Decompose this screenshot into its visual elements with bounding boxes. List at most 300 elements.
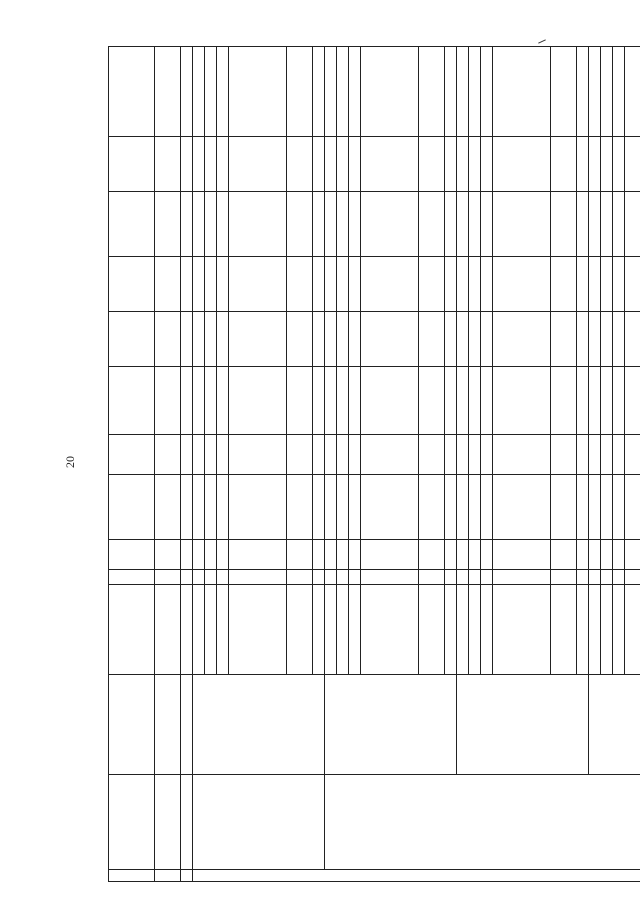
csr-cell xyxy=(349,435,361,475)
csr-cell xyxy=(313,435,325,475)
spacer-cell xyxy=(361,570,419,585)
rzpr-cell xyxy=(349,475,361,540)
grbs-cell xyxy=(313,540,325,570)
amount-cell xyxy=(229,192,287,257)
amount-cell xyxy=(613,367,625,435)
amount-cell xyxy=(109,192,155,257)
amount-cell xyxy=(181,137,193,192)
amount-cell xyxy=(551,47,577,137)
csr-cell xyxy=(493,435,551,475)
amount-cell xyxy=(349,47,361,137)
executor-cell xyxy=(325,675,457,775)
amount-cell xyxy=(337,367,349,435)
grbs-cell xyxy=(577,540,589,570)
source-cell xyxy=(481,585,493,675)
amount-cell xyxy=(457,312,469,367)
grbs-cell xyxy=(589,540,601,570)
source-cell xyxy=(287,585,313,675)
amount-cell xyxy=(589,192,601,257)
table-row xyxy=(589,47,601,882)
amount-cell xyxy=(337,192,349,257)
amount-cell xyxy=(181,312,193,367)
amount-cell xyxy=(193,257,205,312)
amount-cell xyxy=(313,137,325,192)
amount-cell xyxy=(457,367,469,435)
amount-cell xyxy=(287,192,313,257)
rzpr-cell xyxy=(577,475,589,540)
amount-cell xyxy=(445,312,457,367)
activity-name-cell xyxy=(193,775,325,870)
amount-cell xyxy=(193,312,205,367)
amount-cell xyxy=(349,257,361,312)
csr-cell xyxy=(577,435,589,475)
rzpr-cell xyxy=(493,475,551,540)
source-cell xyxy=(193,585,205,675)
source-cell xyxy=(361,585,419,675)
amount-cell xyxy=(577,47,589,137)
empty-cell xyxy=(181,870,193,882)
csr-cell xyxy=(325,435,337,475)
amount-cell xyxy=(193,137,205,192)
amount-cell xyxy=(601,47,613,137)
amount-cell xyxy=(337,137,349,192)
spacer-cell xyxy=(313,570,325,585)
amount-cell xyxy=(457,47,469,137)
rzpr-cell xyxy=(613,475,625,540)
amount-cell xyxy=(287,257,313,312)
csr-cell xyxy=(205,435,217,475)
grbs-cell xyxy=(361,540,419,570)
grbs-cell xyxy=(625,540,640,570)
amount-cell xyxy=(313,192,325,257)
amount-cell xyxy=(109,257,155,312)
amount-cell xyxy=(551,312,577,367)
rzpr-cell xyxy=(181,475,193,540)
amount-cell xyxy=(361,137,419,192)
amount-cell xyxy=(551,137,577,192)
amount-cell xyxy=(625,192,640,257)
amount-cell xyxy=(589,47,601,137)
amount-cell xyxy=(229,257,287,312)
rzpr-cell xyxy=(337,475,349,540)
budget-table-body xyxy=(109,47,640,882)
amount-cell xyxy=(205,312,217,367)
source-cell xyxy=(601,585,613,675)
amount-cell xyxy=(577,137,589,192)
amount-cell xyxy=(325,257,337,312)
amount-cell xyxy=(589,312,601,367)
source-cell xyxy=(457,585,469,675)
csr-cell xyxy=(601,435,613,475)
amount-cell xyxy=(193,47,205,137)
rotated-table-container xyxy=(108,87,586,882)
amount-cell xyxy=(419,367,445,435)
amount-cell xyxy=(109,47,155,137)
amount-cell xyxy=(469,137,481,192)
amount-cell xyxy=(337,257,349,312)
csr-cell xyxy=(193,435,205,475)
rzpr-cell xyxy=(325,475,337,540)
amount-cell xyxy=(551,192,577,257)
source-cell xyxy=(217,585,229,675)
amount-cell xyxy=(361,367,419,435)
amount-cell xyxy=(181,47,193,137)
table-row xyxy=(457,47,469,882)
amount-cell xyxy=(577,192,589,257)
executor-cell xyxy=(193,675,325,775)
grbs-cell xyxy=(445,540,457,570)
grbs-cell xyxy=(193,540,205,570)
amount-cell xyxy=(349,137,361,192)
amount-cell xyxy=(325,367,337,435)
spacer-cell xyxy=(589,570,601,585)
spacer-cell xyxy=(205,570,217,585)
amount-cell xyxy=(181,257,193,312)
csr-cell xyxy=(229,435,287,475)
spacer-cell xyxy=(181,570,193,585)
source-cell xyxy=(109,585,155,675)
rzpr-cell xyxy=(217,475,229,540)
csr-cell xyxy=(457,435,469,475)
amount-cell xyxy=(469,367,481,435)
grbs-cell xyxy=(287,540,313,570)
empty-cell xyxy=(181,775,193,870)
source-cell xyxy=(613,585,625,675)
amount-cell xyxy=(589,257,601,312)
amount-cell xyxy=(481,257,493,312)
amount-cell xyxy=(481,47,493,137)
grbs-cell xyxy=(613,540,625,570)
amount-cell xyxy=(577,367,589,435)
csr-cell xyxy=(625,435,640,475)
amount-cell xyxy=(217,257,229,312)
spacer-cell xyxy=(193,570,205,585)
amount-cell xyxy=(325,192,337,257)
amount-cell xyxy=(155,312,181,367)
amount-cell xyxy=(493,192,551,257)
amount-cell xyxy=(493,137,551,192)
rzpr-cell xyxy=(445,475,457,540)
amount-cell xyxy=(155,47,181,137)
rzpr-cell xyxy=(625,475,640,540)
amount-cell xyxy=(613,257,625,312)
amount-cell xyxy=(481,137,493,192)
amount-cell xyxy=(361,192,419,257)
amount-cell xyxy=(419,137,445,192)
amount-cell xyxy=(577,257,589,312)
amount-cell xyxy=(287,47,313,137)
amount-cell xyxy=(457,257,469,312)
grbs-cell xyxy=(109,540,155,570)
source-cell xyxy=(337,585,349,675)
source-cell xyxy=(419,585,445,675)
amount-cell xyxy=(445,257,457,312)
csr-cell xyxy=(419,435,445,475)
amount-cell xyxy=(445,47,457,137)
source-cell xyxy=(469,585,481,675)
spacer-cell xyxy=(349,570,361,585)
grbs-cell xyxy=(551,540,577,570)
amount-cell xyxy=(419,312,445,367)
amount-cell xyxy=(193,367,205,435)
empty-cell xyxy=(109,775,155,870)
spacer-cell xyxy=(325,570,337,585)
amount-cell xyxy=(349,192,361,257)
grbs-cell xyxy=(481,540,493,570)
amount-cell xyxy=(493,47,551,137)
csr-cell xyxy=(551,435,577,475)
grbs-cell xyxy=(337,540,349,570)
amount-cell xyxy=(181,192,193,257)
source-cell xyxy=(625,585,640,675)
spacer-cell xyxy=(445,570,457,585)
rzpr-cell xyxy=(419,475,445,540)
amount-cell xyxy=(205,367,217,435)
amount-cell xyxy=(193,192,205,257)
table-row xyxy=(109,47,155,882)
amount-cell xyxy=(625,257,640,312)
amount-cell xyxy=(217,137,229,192)
csr-cell xyxy=(613,435,625,475)
empty-cell xyxy=(155,775,181,870)
executor-cell xyxy=(589,675,640,775)
amount-cell xyxy=(469,312,481,367)
source-cell xyxy=(205,585,217,675)
csr-cell xyxy=(361,435,419,475)
amount-cell xyxy=(481,367,493,435)
spacer-cell xyxy=(551,570,577,585)
source-cell xyxy=(313,585,325,675)
grbs-cell xyxy=(469,540,481,570)
amount-cell xyxy=(313,257,325,312)
spacer-cell xyxy=(419,570,445,585)
amount-cell xyxy=(613,47,625,137)
spacer-cell xyxy=(155,570,181,585)
amount-cell xyxy=(481,192,493,257)
rzpr-cell xyxy=(469,475,481,540)
amount-cell xyxy=(361,312,419,367)
amount-cell xyxy=(349,312,361,367)
amount-cell xyxy=(229,137,287,192)
amount-cell xyxy=(217,367,229,435)
amount-cell xyxy=(205,47,217,137)
csr-cell xyxy=(181,435,193,475)
rzpr-cell xyxy=(229,475,287,540)
source-cell xyxy=(181,585,193,675)
amount-cell xyxy=(155,367,181,435)
amount-cell xyxy=(493,367,551,435)
amount-cell xyxy=(325,47,337,137)
rzpr-cell xyxy=(287,475,313,540)
amount-cell xyxy=(613,192,625,257)
budget-table xyxy=(108,46,640,882)
amount-cell xyxy=(313,312,325,367)
amount-cell xyxy=(445,137,457,192)
grbs-cell xyxy=(181,540,193,570)
grbs-cell xyxy=(325,540,337,570)
grbs-cell xyxy=(419,540,445,570)
section-number-cell xyxy=(193,870,640,882)
amount-cell xyxy=(287,312,313,367)
source-cell xyxy=(577,585,589,675)
amount-cell xyxy=(625,137,640,192)
spacer-cell xyxy=(229,570,287,585)
csr-cell xyxy=(589,435,601,475)
rzpr-cell xyxy=(457,475,469,540)
grbs-cell xyxy=(229,540,287,570)
amount-cell xyxy=(469,192,481,257)
source-cell xyxy=(229,585,287,675)
csr-cell xyxy=(217,435,229,475)
amount-cell xyxy=(109,312,155,367)
amount-cell xyxy=(419,47,445,137)
rzpr-cell xyxy=(481,475,493,540)
table-row xyxy=(193,47,205,882)
empty-cell xyxy=(109,675,155,775)
grbs-cell xyxy=(493,540,551,570)
amount-cell xyxy=(325,312,337,367)
table-row xyxy=(181,47,193,882)
empty-cell xyxy=(325,775,640,870)
amount-cell xyxy=(229,367,287,435)
rzpr-cell xyxy=(551,475,577,540)
source-cell xyxy=(445,585,457,675)
amount-cell xyxy=(601,137,613,192)
page-number: 20 xyxy=(63,456,77,468)
amount-cell xyxy=(577,312,589,367)
amount-cell xyxy=(481,312,493,367)
amount-cell xyxy=(613,137,625,192)
amount-cell xyxy=(613,312,625,367)
amount-cell xyxy=(229,312,287,367)
amount-cell xyxy=(625,312,640,367)
amount-cell xyxy=(337,312,349,367)
csr-cell xyxy=(469,435,481,475)
amount-cell xyxy=(109,367,155,435)
grbs-cell xyxy=(217,540,229,570)
amount-cell xyxy=(589,137,601,192)
spacer-cell xyxy=(577,570,589,585)
empty-cell xyxy=(155,675,181,775)
amount-cell xyxy=(445,192,457,257)
amount-cell xyxy=(589,367,601,435)
csr-cell xyxy=(481,435,493,475)
amount-cell xyxy=(205,137,217,192)
amount-cell xyxy=(361,47,419,137)
amount-cell xyxy=(155,137,181,192)
amount-cell xyxy=(551,367,577,435)
amount-cell xyxy=(287,137,313,192)
source-cell xyxy=(155,585,181,675)
source-cell xyxy=(493,585,551,675)
amount-cell xyxy=(419,192,445,257)
amount-cell xyxy=(361,257,419,312)
amount-cell xyxy=(337,47,349,137)
amount-cell xyxy=(625,367,640,435)
csr-cell xyxy=(337,435,349,475)
amount-cell xyxy=(493,312,551,367)
amount-cell xyxy=(217,47,229,137)
amount-cell xyxy=(155,257,181,312)
amount-cell xyxy=(601,367,613,435)
amount-cell xyxy=(287,367,313,435)
amount-cell xyxy=(457,137,469,192)
source-cell xyxy=(349,585,361,675)
amount-cell xyxy=(109,137,155,192)
spacer-cell xyxy=(469,570,481,585)
grbs-cell xyxy=(457,540,469,570)
csr-cell xyxy=(155,435,181,475)
rzpr-cell xyxy=(313,475,325,540)
spacer-cell xyxy=(457,570,469,585)
spacer-cell xyxy=(625,570,640,585)
spacer-cell xyxy=(217,570,229,585)
source-cell xyxy=(325,585,337,675)
amount-cell xyxy=(313,367,325,435)
executor-cell xyxy=(457,675,589,775)
amount-cell xyxy=(313,47,325,137)
spacer-cell xyxy=(481,570,493,585)
rzpr-cell xyxy=(589,475,601,540)
amount-cell xyxy=(155,192,181,257)
amount-cell xyxy=(229,47,287,137)
amount-cell xyxy=(601,257,613,312)
rzpr-cell xyxy=(361,475,419,540)
spacer-cell xyxy=(337,570,349,585)
amount-cell xyxy=(625,47,640,137)
amount-cell xyxy=(469,257,481,312)
grbs-cell xyxy=(601,540,613,570)
amount-cell xyxy=(205,257,217,312)
rzpr-cell xyxy=(205,475,217,540)
spacer-cell xyxy=(109,570,155,585)
amount-cell xyxy=(181,367,193,435)
spacer-cell xyxy=(601,570,613,585)
spacer-cell xyxy=(493,570,551,585)
amount-cell xyxy=(205,192,217,257)
rzpr-cell xyxy=(193,475,205,540)
amount-cell xyxy=(469,47,481,137)
empty-cell xyxy=(109,870,155,882)
amount-cell xyxy=(445,367,457,435)
grbs-cell xyxy=(205,540,217,570)
amount-cell xyxy=(601,312,613,367)
grbs-cell xyxy=(349,540,361,570)
csr-cell xyxy=(287,435,313,475)
scan-mark xyxy=(538,39,546,43)
table-row xyxy=(155,47,181,882)
csr-cell xyxy=(109,435,155,475)
amount-cell xyxy=(493,257,551,312)
source-cell xyxy=(589,585,601,675)
amount-cell xyxy=(349,367,361,435)
amount-cell xyxy=(325,137,337,192)
amount-cell xyxy=(419,257,445,312)
empty-cell xyxy=(181,675,193,775)
source-cell xyxy=(551,585,577,675)
amount-cell xyxy=(457,192,469,257)
amount-cell xyxy=(217,192,229,257)
csr-cell xyxy=(445,435,457,475)
rzpr-cell xyxy=(109,475,155,540)
amount-cell xyxy=(601,192,613,257)
amount-cell xyxy=(217,312,229,367)
amount-cell xyxy=(551,257,577,312)
empty-cell xyxy=(155,870,181,882)
rzpr-cell xyxy=(601,475,613,540)
spacer-cell xyxy=(287,570,313,585)
rzpr-cell xyxy=(155,475,181,540)
